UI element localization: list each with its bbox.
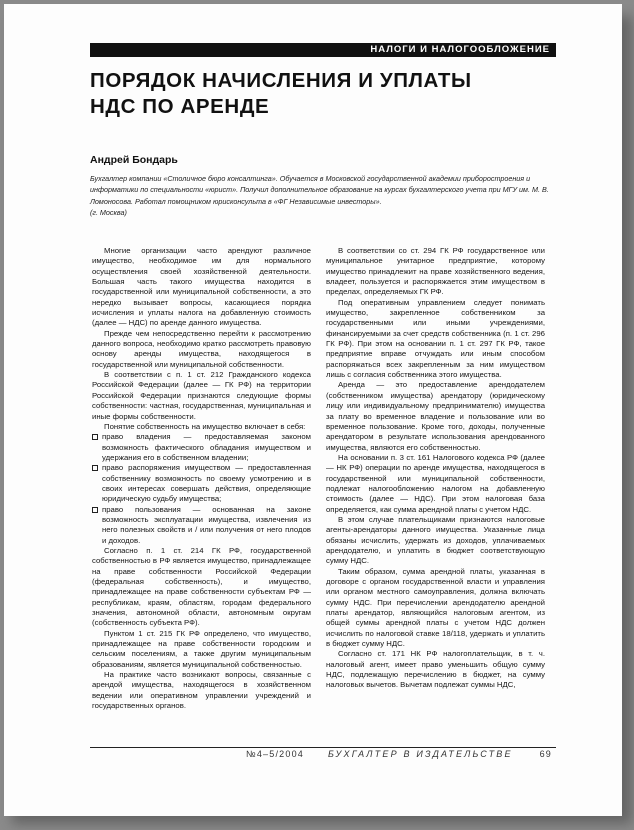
list-item [92,505,311,546]
left-column [92,246,311,711]
magazine-page [4,4,622,816]
author-bio [90,173,556,218]
paragraph: В соответствии с п. 1 ст. 212 Гражданского кодекса Российской Федерации (далее — ГК РФ) на территории Российской Федерации признаются следующие формы собственности: частная, государственная, муниципальная и иные формы собственности. [92,370,311,421]
paragraph: На основании п. 3 ст. 161 Налогового кодекса РФ (далее — НК РФ) операции по аренде имущества, находящегося в государственной или муниципальной собственности, подлежат налогообложению налогом на добавленную стоимость (далее — НДС). При этом налоговая база определяется, как сумма арендной платы с учетом НДС. [326,452,545,514]
magazine-name: БУХГАЛТЕР В ИЗДАТЕЛЬСТВЕ [328,749,513,759]
right-column [326,246,545,691]
paragraph: Прежде чем непосредственно перейти к рассмотрению данного вопроса, необходимо кратко рассмотреть правовую основу аренды имущества, находящегося в государственной или муниципальной собственности. [92,328,311,369]
list-item-text: право пользования — основанная на законе возможность эксплуатации имущества, извлечения из него полезных свойств и / или получения от него плодов и доходов. [102,504,311,545]
paragraph: В соответствии со ст. 294 ГК РФ государственное или муниципальное унитарное предприятие, которому имущество принадлежит на праве хозяйственного ведения, владеет, пользуется и распоряжается этим имуществом в пределах, определяемых ГК РФ. [326,246,545,297]
section-banner: НАЛОГИ И НАЛОГООБЛОЖЕНИЕ [90,43,556,57]
checkbox-bullet-icon [92,507,98,513]
bio-text: Бухгалтер компании «Столичное бюро консалтинга». Обучается в Московской государственной академии приборостроения и информатики по специальности «юрист». Получил дополнительное образование на курсах бухгалтерского учета при МГУ им. М. В. Ломоносова. Работал помощником юрисконсульта в «ФГ Независимые инвесторы». [90,174,549,206]
bio-city: (г. Москва) [90,207,127,217]
list-item [92,432,311,463]
paragraph: Пунктом 1 ст. 215 ГК РФ определено, что имущество, принадлежащее на праве собственности городским и сельским поселениям, а также другим муниципальным образованиям, является муниципальной собственностью. [92,628,311,669]
footer-divider [90,747,556,748]
author-name: Андрей Бондарь [90,154,178,166]
list-item [92,463,311,504]
list-item-text: право распоряжения имуществом — предоставленная собственнику возможность по своему усмотрению и в своих интересах совершать действия, определяющие юридическую судьбу имущества; [102,463,311,504]
paragraph: Многие организации часто арендуют различное имущество, необходимое им для нормального осуществления своей хозяйственной деятельности. Большая часть такого имущества находится в государственной или муниципальной собственности, а это нередко вызывает вопросы, касающиеся порядка исчисления и уплаты налога на добавленную стоимость (далее — НДС) по аренде данного имущества. [92,246,311,328]
page-number: 69 [539,749,552,759]
paragraph: Согласно п. 1 ст. 214 ГК РФ, государственной собственностью в РФ является имущество, принадлежащее на праве собственности Российской Федерации (федеральная собственность), и имущество, принадлежащее на праве собственности субъектам РФ — республикам, краям, областям, городам федерального значения, автономной области, автономным округам (собственность субъекта РФ). [92,545,311,628]
paragraph: В этом случае плательщиками признаются налоговые агенты-арендаторы данного имущества. Указанные лица обязаны исчислить, удержать из доходов, уплачиваемых арендодателю, и уплатить в бюджет соответствующую сумму НДС. [326,514,545,566]
title-line-2: НДС ПО АРЕНДЕ [90,95,270,118]
list-item-text: право владения — предоставляемая законом возможность фактического обладания имуществом и удержания его в собственном владении; [102,432,311,462]
issue-number: №4–5/2004 [246,749,304,759]
paragraph: Таким образом, сумма арендной платы, указанная в договоре с органом государственной власти и управления или органом местного самоуправления, должна включать сумму НДС. При перечислении арендодателю арендной платы арендатор, являющийся налоговым агентом, из общей суммы арендной платы с учетом НДС должен исчислить по налоговой ставке 18/118, удержать и уплатить в бюджет сумму НДС. [326,566,545,649]
paragraph: Согласно ст. 171 НК РФ налогоплательщик, в т. ч. налоговый агент, имеет право уменьшить общую сумму НДС, подлежащую перечислению в бюджет, на сумму налоговых вычетов. Вычетам подлежат суммы НДС, [326,649,545,690]
paragraph: Понятие собственность на имущество включает в себя: [104,421,306,431]
paragraph: Под оперативным управлением следует понимать имущество, закрепленное собственником за государственными или иными учреждениями, финансируемыми за счет средств собственника (п. 1 ст. 296 ГК РФ). При этом на основании п. 1 ст. 297 ГК РФ, такое предприятие вправе отчуждать или иным способом распоряжаться всех закрепленным за ним имуществом лишь с согласия собственника этого имущества. [326,297,545,380]
title-line-1: ПОРЯДОК НАЧИСЛЕНИЯ И УПЛАТЫ [90,69,472,92]
ownership-rights-list [92,432,311,546]
paragraph: Аренда — это предоставление арендодателем (собственником имущества) арендатору (юридическому лицу или индивидуальному предпринимателю) имущества за плату во временное владение и пользование или во временное пользование. Кроме того, доходы, полученные арендатором в результате использования арендованного имущества, являются его собственностью. [326,380,545,452]
page-footer [90,749,556,763]
paragraph: На практике часто возникают вопросы, связанные с арендой имущества, находящегося в хозяйственном ведении или оперативном управлении учреждений и государственных органов. [92,670,311,711]
checkbox-bullet-icon [92,465,98,471]
article-title [90,68,556,120]
checkbox-bullet-icon [92,434,98,440]
